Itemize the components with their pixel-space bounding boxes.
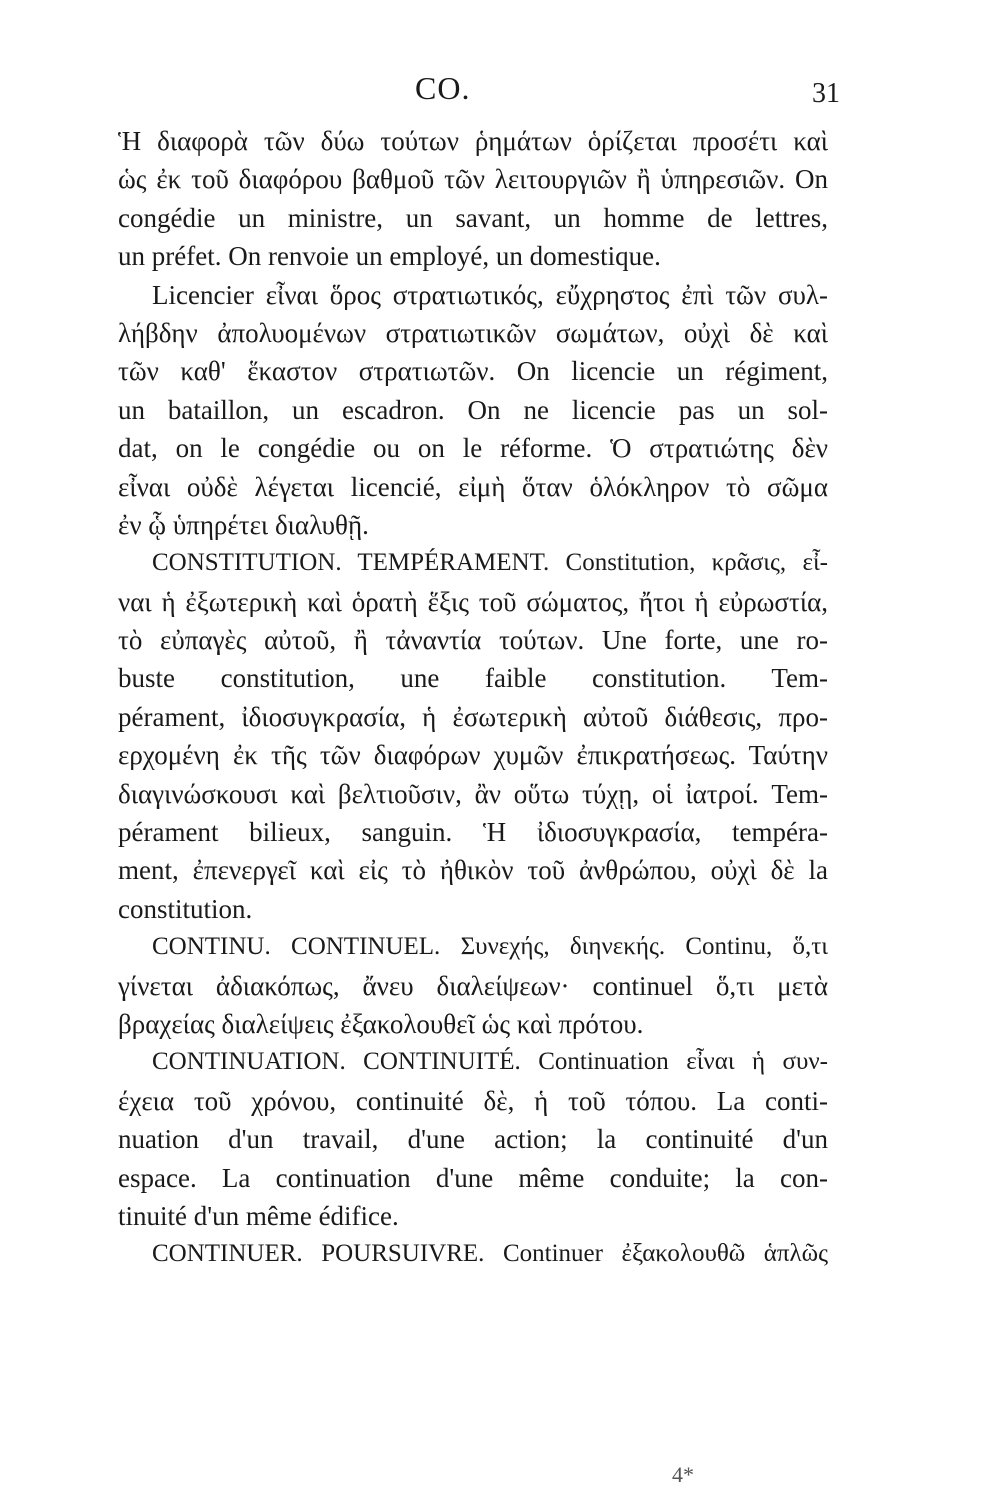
text-line: γίνεται ἀδιακόπως, ἄνευ διαλείψεων· continuel ὅ,τι μετὰ xyxy=(118,970,828,1001)
body-text xyxy=(118,122,828,1274)
text-line: εἶναι οὐδὲ λέγεται licencié, εἰμὴ ὅταν ὁλόκληρον τὸ σῶμα xyxy=(118,471,828,502)
text-line: διαγινώσκουσι καὶ βελτιοῦσιν, ἂν οὕτω τύχῃ, οἱ ἰατροί. Tem- xyxy=(118,778,828,809)
text-line: τῶν καθ' ἕκαστον στρατιωτῶν. On licencie un régiment, xyxy=(118,356,828,387)
text-line: βραχείας διαλείψεις ἐξακολουθεῖ ὡς καὶ πρότου. xyxy=(118,1008,644,1039)
text-line: pérament bilieux, sanguin. Ἡ ἰδιοσυγκρασία, tempéra- xyxy=(118,817,828,848)
entry-heading-line: CONTINUATION. CONTINUITÉ. Continuation εἶναι ἡ συν- xyxy=(152,1048,828,1076)
text-line: un bataillon, un escadron. On ne licencie pas un sol- xyxy=(118,394,828,425)
text-line: ἐν ᾧ ὑπηρέτει διαλυθῇ. xyxy=(118,509,369,540)
text-line: έχεια τοῦ χρόνου, continuité δὲ, ἡ τοῦ τόπου. La conti- xyxy=(118,1085,828,1116)
running-head xyxy=(110,70,840,110)
text-line: un préfet. On renvoie un employé, un domestique. xyxy=(118,241,661,272)
text-line: τὸ εὐπαγὲς αὐτοῦ, ἢ τἀναντία τούτων. Une forte, une ro- xyxy=(118,625,828,656)
text-line: pérament, ἰδιοσυγκρασία, ἡ ἐσωτερικὴ αὐτοῦ διάθεσις, προ- xyxy=(118,701,828,732)
text-line: ναι ἡ ἐξωτερικὴ καὶ ὁρατὴ ἕξις τοῦ σώματος, ἤτοι ἡ εὐρωστία, xyxy=(118,586,828,617)
running-head-title: CO. xyxy=(415,70,471,106)
entry-heading-line: CONTINUER. POURSUIVRE. Continuer ἐξακολουθῶ ἁπλῶς xyxy=(152,1240,828,1268)
text-line: Ἡ διαφορὰ τῶν δύω τούτων ῥημάτων ὁρίζεται προσέτι καὶ xyxy=(118,126,828,156)
text-line: buste constitution, une faible constitution. Tem- xyxy=(118,663,828,694)
text-line: λήβδην ἀπολυομένων στρατιωτικῶν σωμάτων, οὐχὶ δὲ καὶ xyxy=(118,317,828,348)
text-line: tinuité d'un même édifice. xyxy=(118,1200,399,1231)
text-line: ὡς ἐκ τοῦ διαφόρου βαθμοῦ τῶν λειτουργιῶν ἢ ὑπηρεσιῶν. On xyxy=(118,164,828,195)
text-line: espace. La continuation d'une même conduite; la con- xyxy=(118,1162,828,1193)
text-line: congédie un ministre, un savant, un homme de lettres, xyxy=(118,202,828,233)
entry-heading-line: CONTINU. CONTINUEL. Συνεχής, διηνεκής. Continu, ὅ,τι xyxy=(152,933,828,961)
text-line: dat, on le congédie ou on le réforme. Ὁ στρατιώτης δὲν xyxy=(118,433,828,464)
signature-mark: 4* xyxy=(672,1462,694,1487)
entry-heading-line: CONSTITUTION. TEMPÉRAMENT. Constitution, κρᾶσις, εἶ- xyxy=(152,549,828,577)
text-line: constitution. xyxy=(118,893,253,924)
text-line: ερχομένη ἐκ τῆς τῶν διαφόρων χυμῶν ἐπικρατήσεως. Ταύτην xyxy=(118,740,828,771)
page-number: 31 xyxy=(812,78,840,109)
text-line: Licencier εἶναι ὅρος στρατιωτικός, εὔχρηστος ἐπὶ τῶν συλ- xyxy=(152,279,828,310)
text-line: ment, ἐπενεργεῖ καὶ εἰς τὸ ἠθικὸν τοῦ ἀνθρώπου, οὐχὶ δὲ la xyxy=(118,855,828,886)
text-line: nuation d'un travail, d'une action; la continuité d'un xyxy=(118,1124,828,1155)
